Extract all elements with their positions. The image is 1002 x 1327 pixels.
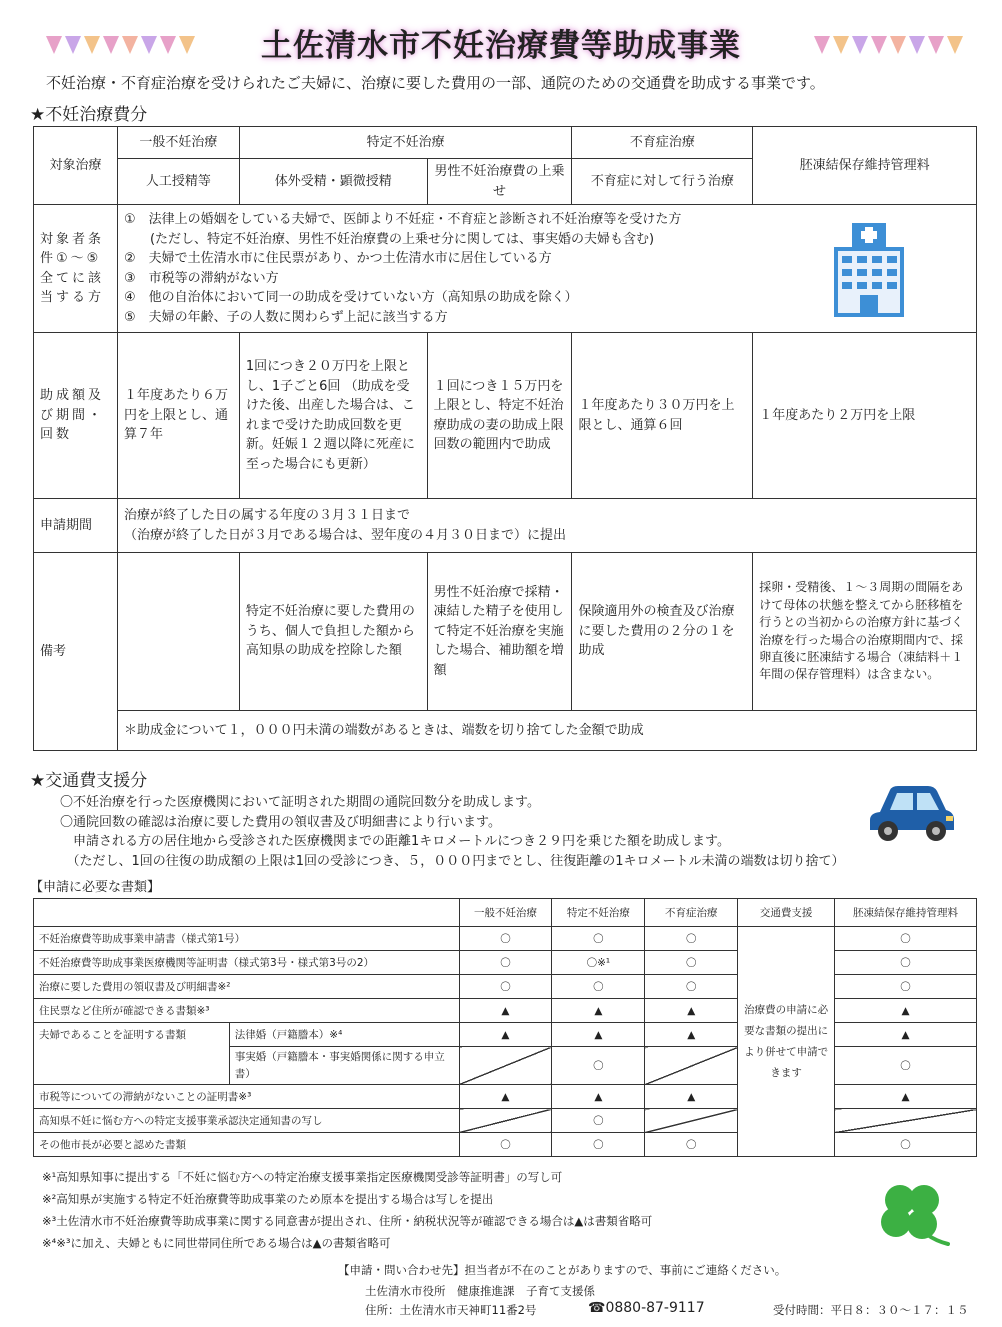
note-male: 男性不妊治療で採精・凍結した精子を使用して特定不妊治療を実施した場合、補助額を増額 (427, 553, 572, 711)
car-icon (866, 778, 956, 844)
sub-infertility: 不育症に対して行う治療 (572, 159, 753, 205)
period-line: 治療が終了した日の属する年度の３月３１日まで (123, 508, 410, 523)
period-label: 申請期間 (34, 499, 118, 553)
docs-header: 不育症治療 (645, 899, 738, 927)
doc-mark: ▲ (645, 1023, 738, 1047)
doc-label: 不妊治療費等助成事業医療機関等証明書（様式第3号・様式第3号の2） (34, 951, 460, 975)
doc-mark-na (459, 1109, 552, 1133)
amount-embryo: １年度あたり２万円を上限 (753, 333, 977, 499)
doc-mark: ▲ (645, 1085, 738, 1109)
footnote: ※⁴※³に加え、夫婦ともに同世帯同住所である場合は▲の書類省略可 (42, 1236, 391, 1250)
doc-mark: 〇 (835, 927, 977, 951)
docs-header: 一般不妊治療 (459, 899, 552, 927)
note-embryo: 採卵・受精後、１～３周期の間隔をあけて母体の状態を整えてから胚移植を行うとの当初からの治療方針に基づく治療を行った場合の治療期間内で、採卵直後に胚凍結する場合（凍結料＋１年間の保存管理料）は含まない。 (753, 553, 977, 711)
contact-hours: 受付時間：平日８：３０～１７：１５ (773, 1303, 969, 1317)
amount-infertility: １年度あたり３０万円を上限とし、通算６回 (572, 333, 753, 499)
doc-mark: 〇 (552, 1109, 645, 1133)
footnote: ※¹高知県知事に提出する「不妊に悩む方への特定治療支援事業指定医療機関受診等証明書」の写し可 (42, 1170, 563, 1184)
doc-mark-na (645, 1047, 738, 1085)
docs-header: 交通費支援 (738, 899, 835, 927)
doc-mark: ▲ (459, 999, 552, 1023)
doc-mark: ▲ (835, 1023, 977, 1047)
note-common: ＊助成金について１，０００円未満の端数があるときは、端数を切り捨てした金額で助成 (117, 711, 976, 751)
footnotes (42, 1166, 652, 1254)
section-title-transport: ★交通費支援分 (30, 771, 148, 791)
doc-mark: ▲ (459, 1023, 552, 1047)
doc-label: その他市長が必要と認めた書類 (34, 1133, 460, 1157)
doc-label: 事実婚（戸籍謄本・事実婚関係に関する申立書） (229, 1047, 459, 1085)
doc-mark: 〇 (645, 975, 738, 999)
doc-label: 治療に要した費用の領収書及び明細書※² (34, 975, 460, 999)
sub-male: 男性不妊治療費の上乗せ (427, 159, 572, 205)
transport-doc-note: 治療費の申請に必要な書類の提出により併せて申請できます (738, 927, 835, 1157)
header-embryo: 胚凍結保存維持管理料 (753, 127, 977, 205)
doc-mark-na (835, 1109, 977, 1133)
doc-mark: ▲ (552, 1023, 645, 1047)
footnote: ※²高知県が実施する特定不妊治療費等助成事業のため原本を提出する場合は写しを提出 (42, 1192, 494, 1206)
target-label: 対象治療 (34, 127, 118, 205)
doc-mark: ▲ (835, 999, 977, 1023)
sub-general: 人工授精等 (117, 159, 239, 205)
doc-mark: 〇 (552, 975, 645, 999)
doc-mark: 〇 (835, 951, 977, 975)
docs-header-blank (34, 899, 460, 927)
doc-mark: 〇 (552, 1047, 645, 1085)
doc-mark: ▲ (459, 1085, 552, 1109)
doc-label: 住民票など住所が確認できる書類※³ (34, 999, 460, 1023)
footnote: ※³土佐清水市不妊治療費等助成事業に関する同意書が提出され、住所・納税状況等が確認できる場合は▲は書類省略可 (42, 1214, 653, 1228)
amount-male: １回につき１５万円を上限とし、特定不妊治療助成の妻の助成上限回数の範囲内で助成 (427, 333, 572, 499)
treatment-table (33, 126, 977, 751)
docs-header: 特定不妊治療 (552, 899, 645, 927)
note-infertility: 保険適用外の検査及び治療に要した費用の２分の１を助成 (572, 553, 753, 711)
amount-label: 助成額及び期間・回数 (34, 333, 118, 499)
doc-mark: 〇※¹ (552, 951, 645, 975)
period-line: （治療が終了した日が３月である場合は、翌年度の４月３０日まで）に提出 (123, 527, 566, 543)
doc-label: 法律婚（戸籍謄本）※⁴ (229, 1023, 459, 1047)
page-title: 土佐清水市不妊治療費等助成事業 (261, 28, 741, 64)
note-label: 備考 (34, 553, 118, 751)
header-general: 一般不妊治療 (117, 127, 239, 159)
doc-mark: ▲ (645, 999, 738, 1023)
doc-mark: 〇 (459, 927, 552, 951)
eligibility-cell (117, 205, 976, 333)
section-title-treatment: ★不妊治療費分 (30, 105, 148, 125)
documents-table (33, 898, 977, 1157)
contact-phone: ☎0880-87-9117 (588, 1300, 705, 1316)
doc-mark: 〇 (552, 1133, 645, 1157)
transport-line: （ただし、1回の往復の助成額の上限は1回の受診につき、５，０００円までとし、往復距離の1キロメートル未満の端数は切り捨て） (60, 853, 845, 869)
contact-address: 住所：土佐清水市天神町11番2号 (365, 1303, 537, 1317)
doc-label: 市税等についての滞納がないことの証明書※³ (34, 1085, 460, 1109)
amount-general: １年度あたり６万円を上限とし、通算７年 (117, 333, 239, 499)
doc-mark: 〇 (552, 927, 645, 951)
transport-line: 申請される方の居住地から受診された医療機関までの距離1キロメートルにつき２９円を乗じた額を助成します。 (60, 834, 730, 849)
doc-mark: 〇 (645, 1133, 738, 1157)
doc-mark: 〇 (459, 975, 552, 999)
hospital-icon (830, 223, 908, 319)
note-general (117, 553, 239, 711)
doc-mark: 〇 (645, 951, 738, 975)
doc-mark: 〇 (835, 1047, 977, 1085)
docs-header: 胚凍結保存維持管理料 (835, 899, 977, 927)
doc-mark-na (645, 1109, 738, 1133)
sub-ivf: 体外受精・顕微授精 (239, 159, 427, 205)
note-ivf: 特定不妊治療に要した費用のうち、個人で負担した額から高知県の助成を控除した額 (239, 553, 427, 711)
transport-line: 〇不妊治療を行った医療機関において証明された期間の通院回数分を助成します。 (60, 795, 540, 810)
doc-mark: ▲ (552, 1085, 645, 1109)
contact-heading: 【申請・問い合わせ先】担当者が不在のことがありますので、事前にご連絡ください。 (338, 1263, 787, 1277)
intro-text: 不妊治療・不育症治療を受けられたご夫婦に、治療に要した費用の一部、通院のための交通費を助成する事業です。 (46, 74, 825, 92)
clover-icon (866, 1178, 962, 1258)
eligibility-item: ② 夫婦で土佐清水市に住民票があり、かつ土佐清水市に居住している方 (123, 251, 552, 266)
doc-mark: ▲ (552, 999, 645, 1023)
transport-line: 〇通院回数の確認は治療に要した費用の領収書及び明細書により行います。 (60, 814, 501, 830)
doc-label: 不妊治療費等助成事業申請書（様式第1号） (34, 927, 460, 951)
doc-mark-na (459, 1047, 552, 1085)
doc-mark: 〇 (835, 975, 977, 999)
doc-mark: 〇 (835, 1133, 977, 1157)
contact-office: 土佐清水市役所 健康推進課 子育て支援係 (365, 1284, 595, 1298)
eligibility-item: ① 法律上の婚姻をしている夫婦で、医師より不妊症・不育症と診断され不妊治療等を受けた方 (123, 212, 682, 227)
header-specific: 特定不妊治療 (239, 127, 572, 159)
eligibility-item: ③ 市税等の滞納がない方 (123, 270, 279, 286)
eligibility-item: (ただし、特定不妊治療、男性不妊治療費の上乗せ分に関しては、事実婚の夫婦も含む) (123, 231, 655, 247)
period-cell (117, 499, 976, 553)
doc-mark: 〇 (645, 927, 738, 951)
eligibility-item: ④ 他の自治体において同一の助成を受けていない方（高知県の助成を除く） (123, 290, 578, 305)
couple-proof-label: 夫婦であることを証明する書類 (34, 1023, 230, 1085)
eligibility-item: ⑤ 夫婦の年齢、子の人数に関わらず上記に該当する方 (123, 309, 448, 325)
doc-mark: ▲ (835, 1085, 977, 1109)
doc-mark: 〇 (459, 951, 552, 975)
amount-ivf: 1回につき２０万円を上限とし、1子ごと6回 （助成を受けた後、出産した場合は、これまで受けた助成回数を更新。妊娠１２週以降に死産に至った場合にも更新） (239, 333, 427, 499)
docs-title: 【申請に必要な書類】 (30, 880, 161, 895)
transport-text (60, 793, 845, 871)
header-infertility: 不育症治療 (572, 127, 753, 159)
eligibility-label: 対象者条件①～⑤全てに該当する方 (34, 205, 118, 333)
doc-label: 高知県不妊に悩む方への特定支援事業承認決定通知書の写し (34, 1109, 460, 1133)
doc-mark: 〇 (459, 1133, 552, 1157)
